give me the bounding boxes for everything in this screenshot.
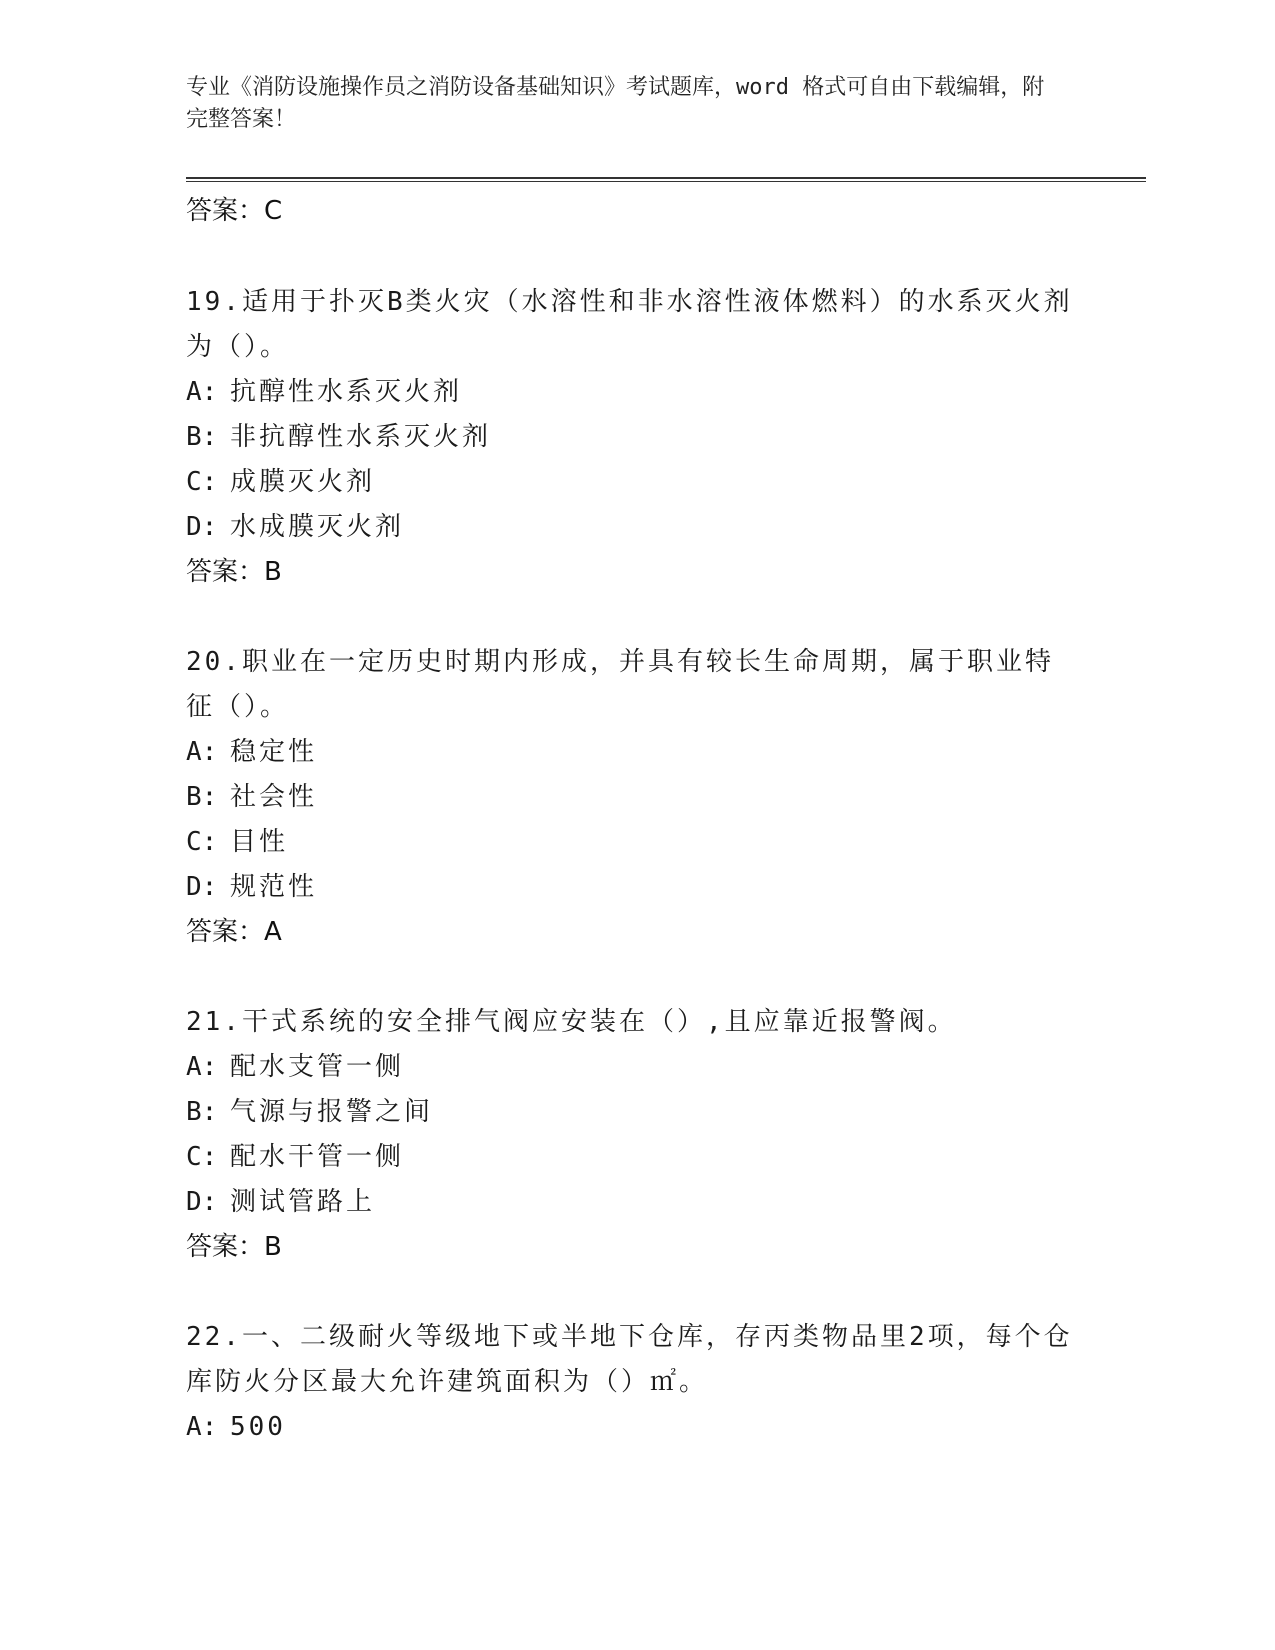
option-a bbox=[186, 1045, 1076, 1090]
option-text: 水成膜灭火剂 bbox=[230, 512, 405, 542]
option-text: 抗醇性水系灭火剂 bbox=[230, 377, 463, 407]
option-d bbox=[186, 505, 1076, 550]
question-19 bbox=[186, 280, 1076, 595]
option-text: 配水干管一侧 bbox=[230, 1142, 405, 1172]
option-text: 稳定性 bbox=[230, 737, 318, 767]
option-label: D: bbox=[186, 512, 218, 542]
option-text: 非抗醇性水系灭火剂 bbox=[230, 422, 492, 452]
option-text: 测试管路上 bbox=[230, 1187, 376, 1217]
option-label: C: bbox=[186, 467, 218, 497]
answer-line: 答案：B bbox=[186, 1232, 282, 1262]
option-a bbox=[186, 1405, 1076, 1450]
option-text: 500 bbox=[230, 1412, 286, 1442]
question-stem: 22.一、二级耐火等级地下或半地下仓库，存丙类物品里2项，每个仓库防火分区最大允许建筑面积为（）㎡。 bbox=[186, 1322, 1073, 1397]
option-label: A: bbox=[186, 1052, 218, 1082]
question-list bbox=[186, 280, 1076, 1495]
option-label: A: bbox=[186, 377, 218, 407]
header-divider-thick bbox=[186, 177, 1146, 179]
answer-line: 答案：B bbox=[186, 557, 282, 587]
option-label: D: bbox=[186, 1187, 218, 1217]
option-b bbox=[186, 1090, 1076, 1135]
option-text: 配水支管一侧 bbox=[230, 1052, 405, 1082]
question-20 bbox=[186, 640, 1076, 955]
option-b bbox=[186, 415, 1076, 460]
option-label: D: bbox=[186, 872, 218, 902]
header-divider-thin bbox=[186, 181, 1146, 182]
previous-answer: 答案：C bbox=[186, 196, 283, 226]
option-c bbox=[186, 820, 1076, 865]
answer-line: 答案：A bbox=[186, 917, 282, 947]
option-label: C: bbox=[186, 827, 218, 857]
option-text: 成膜灭火剂 bbox=[230, 467, 376, 497]
option-d bbox=[186, 865, 1076, 910]
question-22 bbox=[186, 1315, 1076, 1450]
document-header: 专业《消防设施操作员之消防设备基础知识》考试题库，word 格式可自由下载编辑，附完整答案！ bbox=[186, 75, 1045, 132]
question-stem: 19.适用于扑灭B类火灾（水溶性和非水溶性液体燃料）的水系灭火剂为（）。 bbox=[186, 287, 1073, 362]
question-stem: 21.干式系统的安全排气阀应安装在（）,且应靠近报警阀。 bbox=[186, 1007, 957, 1037]
option-label: B: bbox=[186, 422, 218, 452]
option-b bbox=[186, 775, 1076, 820]
question-21 bbox=[186, 1000, 1076, 1270]
option-text: 社会性 bbox=[230, 782, 318, 812]
option-c bbox=[186, 1135, 1076, 1180]
option-c bbox=[186, 460, 1076, 505]
option-label: A: bbox=[186, 1412, 218, 1442]
option-a bbox=[186, 730, 1076, 775]
option-label: C: bbox=[186, 1142, 218, 1172]
option-label: B: bbox=[186, 1097, 218, 1127]
option-text: 目性 bbox=[230, 827, 289, 857]
question-stem: 20.职业在一定历史时期内形成，并具有较长生命周期，属于职业特征（）。 bbox=[186, 647, 1054, 722]
option-label: B: bbox=[186, 782, 218, 812]
option-label: A: bbox=[186, 737, 218, 767]
option-text: 规范性 bbox=[230, 872, 318, 902]
option-a bbox=[186, 370, 1076, 415]
option-text: 气源与报警之间 bbox=[230, 1097, 434, 1127]
option-d bbox=[186, 1180, 1076, 1225]
